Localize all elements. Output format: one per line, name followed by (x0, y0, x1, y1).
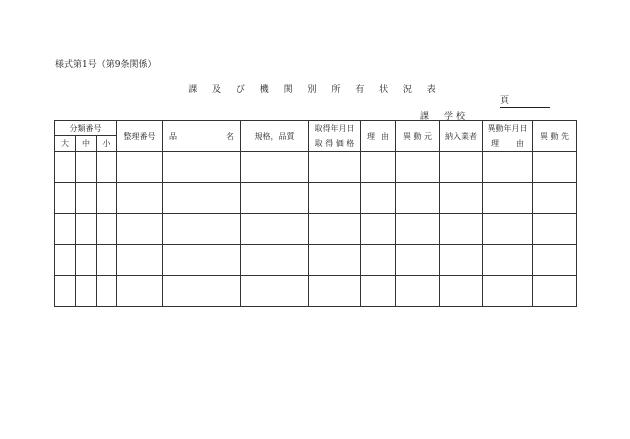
table-row (55, 276, 577, 307)
header-row (55, 121, 577, 136)
table-cell[interactable] (483, 152, 533, 183)
table-cell[interactable] (396, 276, 440, 307)
header-acquisition-date: 取得年月日 (314, 124, 355, 133)
table-cell[interactable] (241, 245, 309, 276)
header-acquisition (309, 121, 361, 152)
header-reason (361, 121, 396, 152)
header-transfer-to: 異 動 先 (533, 121, 577, 152)
table-cell[interactable] (533, 214, 577, 245)
table-cell[interactable] (76, 245, 97, 276)
page-number-field[interactable]: 頁 (500, 95, 550, 108)
table-cell[interactable] (117, 276, 163, 307)
table-row (55, 245, 577, 276)
table-row (55, 152, 577, 183)
table-cell[interactable] (55, 183, 76, 214)
header-serial: 整理番号 (117, 121, 163, 152)
table-cell[interactable] (55, 276, 76, 307)
table-cell[interactable] (117, 152, 163, 183)
table-cell[interactable] (241, 276, 309, 307)
table-cell[interactable] (361, 214, 396, 245)
table-cell[interactable] (76, 214, 97, 245)
header-item-name-left: 品 (169, 131, 177, 141)
table-cell[interactable] (97, 152, 117, 183)
table-cell[interactable] (97, 214, 117, 245)
header-minor: 小 (97, 136, 117, 152)
table-cell[interactable] (241, 152, 309, 183)
header-acquisition-price: 取 得 価 格 (314, 139, 355, 148)
table-cell[interactable] (55, 245, 76, 276)
table-cell[interactable] (361, 183, 396, 214)
table-cell[interactable] (396, 152, 440, 183)
table-cell[interactable] (361, 276, 396, 307)
header-spec: 規格，品質 (241, 121, 309, 152)
table-cell[interactable] (440, 245, 483, 276)
table-cell[interactable] (55, 214, 76, 245)
header-reason-right: 由 (381, 131, 389, 141)
table-cell[interactable] (396, 245, 440, 276)
table-cell[interactable] (309, 152, 361, 183)
table-cell[interactable] (117, 183, 163, 214)
header-item-name (163, 121, 241, 152)
table-cell[interactable] (533, 276, 577, 307)
table-cell[interactable] (117, 245, 163, 276)
header-transfer-date: 異動年月日 (487, 124, 528, 133)
table-cell[interactable] (97, 276, 117, 307)
table-cell[interactable] (533, 183, 577, 214)
table-row (55, 183, 577, 214)
header-major: 大 (55, 136, 76, 152)
table-cell[interactable] (483, 276, 533, 307)
table-cell[interactable] (97, 245, 117, 276)
table-cell[interactable] (309, 276, 361, 307)
table-cell[interactable] (309, 214, 361, 245)
table-cell[interactable] (440, 276, 483, 307)
header-transfer-reason-right: 由 (516, 139, 524, 148)
table-cell[interactable] (483, 245, 533, 276)
table-cell[interactable] (163, 245, 241, 276)
table-cell[interactable] (440, 152, 483, 183)
table-cell[interactable] (241, 214, 309, 245)
table-cell[interactable] (97, 183, 117, 214)
table-row (55, 214, 577, 245)
table-cell[interactable] (396, 214, 440, 245)
property-ledger-table (54, 120, 577, 307)
header-transfer (483, 121, 533, 152)
table-cell[interactable] (361, 245, 396, 276)
document-title: 課 及 び 機 関 別 所 有 状 況 表 (188, 85, 442, 95)
header-supplier: 納入業者 (440, 121, 483, 152)
table-cell[interactable] (440, 183, 483, 214)
table-cell[interactable] (117, 214, 163, 245)
table-cell[interactable] (163, 183, 241, 214)
header-reason-left: 理 (367, 131, 375, 141)
table-cell[interactable] (55, 152, 76, 183)
table-cell[interactable] (163, 276, 241, 307)
table-cell[interactable] (241, 183, 309, 214)
table-cell[interactable] (483, 183, 533, 214)
table-cell[interactable] (483, 214, 533, 245)
table-cell[interactable] (533, 152, 577, 183)
table-cell[interactable] (163, 214, 241, 245)
form-number: 様式第1号（第9条関係） (55, 60, 157, 70)
table-cell[interactable] (396, 183, 440, 214)
table-cell[interactable] (440, 214, 483, 245)
table-cell[interactable] (309, 245, 361, 276)
table-cell[interactable] (163, 152, 241, 183)
table-cell[interactable] (533, 245, 577, 276)
table-cell[interactable] (76, 183, 97, 214)
header-transfer-from: 異 動 元 (396, 121, 440, 152)
school-label: 課 学校 (420, 112, 469, 122)
header-middle: 中 (76, 136, 97, 152)
header-item-name-right: 名 (226, 131, 234, 141)
table-cell[interactable] (309, 183, 361, 214)
header-transfer-reason-left: 理 (491, 139, 499, 148)
header-classification: 分類番号 (55, 121, 117, 136)
table-cell[interactable] (361, 152, 396, 183)
table-cell[interactable] (76, 152, 97, 183)
table-cell[interactable] (76, 276, 97, 307)
